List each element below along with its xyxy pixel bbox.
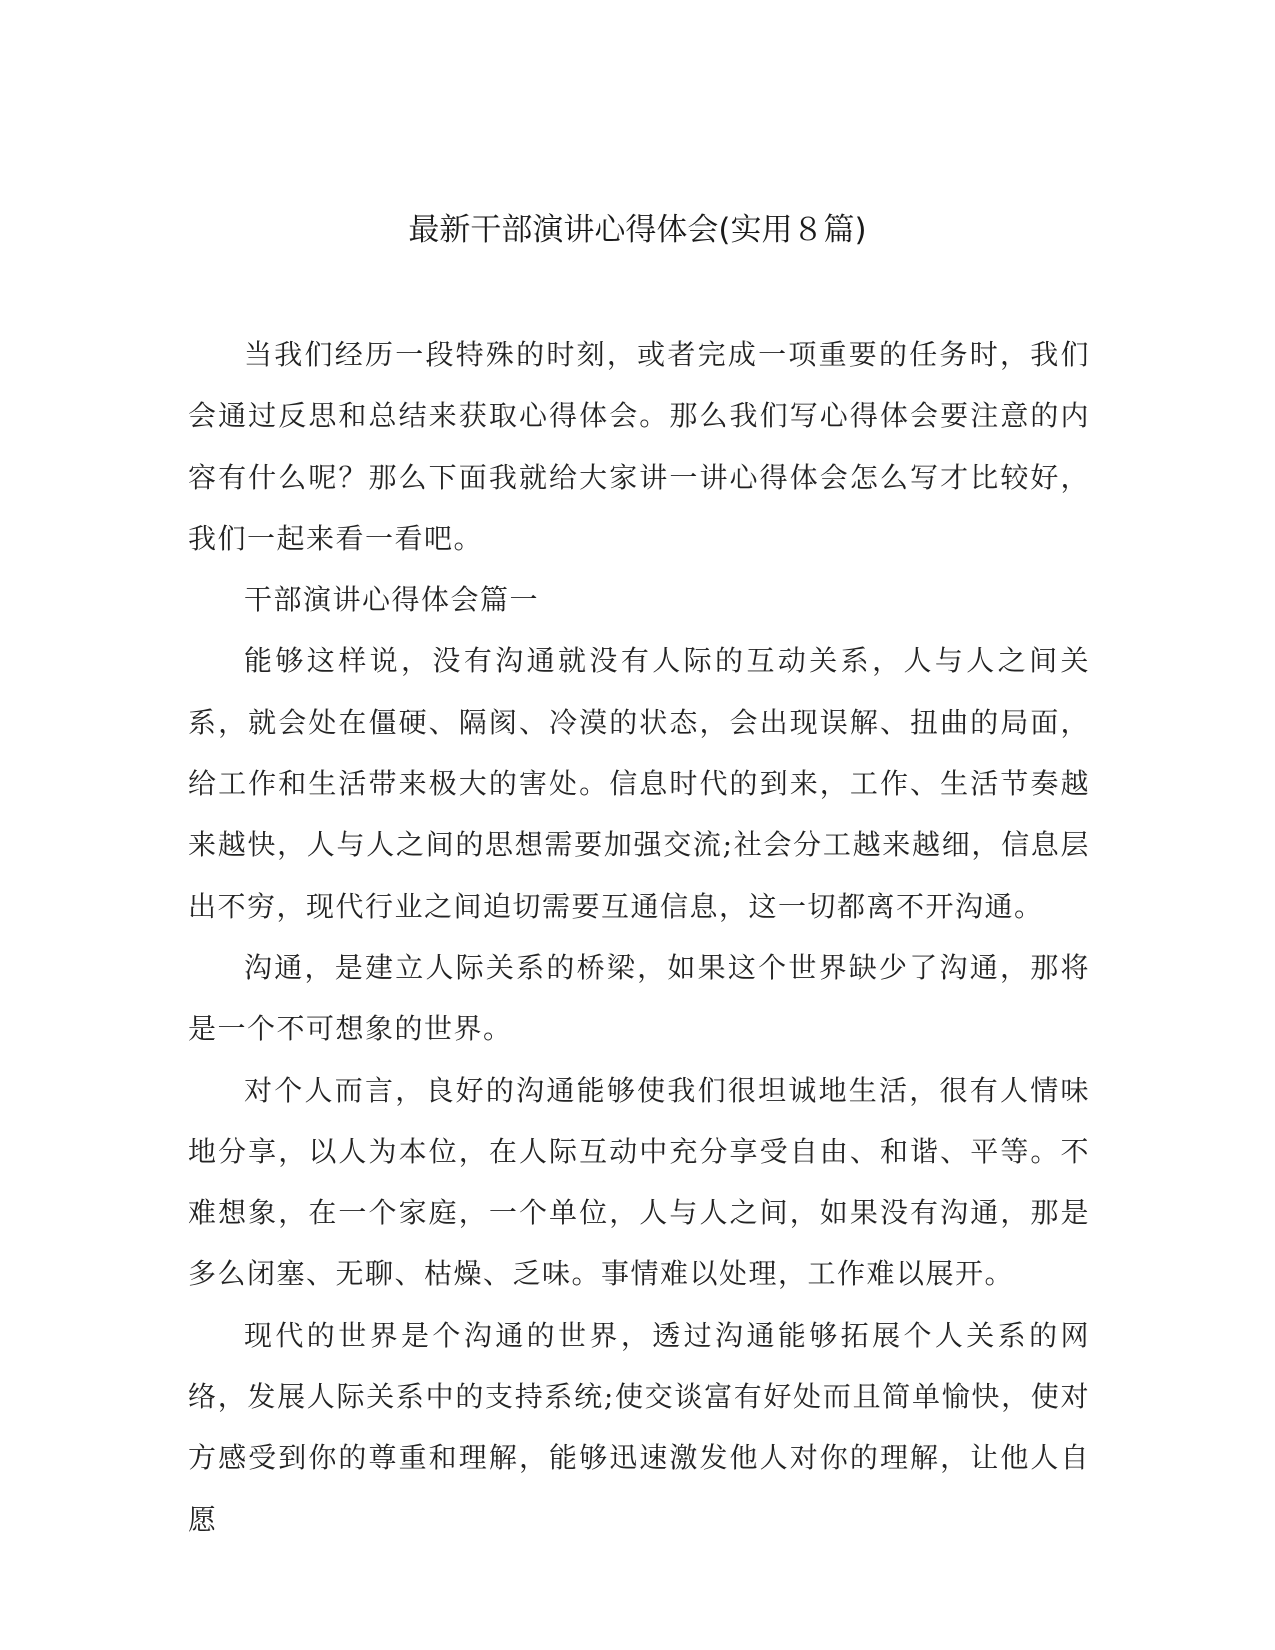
paragraph: 对个人而言，良好的沟通能够使我们很坦诚地生活，很有人情味地分享，以人为本位，在人际互动中充分享受自由、和谐、平等。不难想象，在一个家庭，一个单位，人与人之间，如果没有沟通，那是多么闭塞、无聊、枯燥、乏味。事情难以处理，工作难以展开。 [188, 1073, 1090, 1291]
paragraph-intro: 当我们经历一段特殊的时刻，或者完成一项重要的任务时，我们会通过反思和总结来获取心得体会。那么我们写心得体会要注意的内容有什么呢？那么下面我就给大家讲一讲心得体会怎么写才比较好，我们一起来看一看吧。 [188, 338, 1090, 555]
section-heading: 干部演讲心得体会篇一 [244, 583, 540, 617]
document-title: 最新干部演讲心得体会(实用８篇) [408, 212, 867, 248]
paragraph: 现代的世界是个沟通的世界，透过沟通能够拓展个人关系的网络，发展人际关系中的支持系统;使交谈富有好处而且简单愉快，使对方感受到你的尊重和理解，能够迅速激发他人对你的理解，让他人自愿 [188, 1318, 1090, 1536]
paragraph: 沟通，是建立人际关系的桥梁，如果这个世界缺少了沟通，那将是一个不可想象的世界。 [188, 950, 1090, 1046]
document-body [188, 324, 1090, 1550]
paragraph: 能够这样说，没有沟通就没有人际的互动关系，人与人之间关系，就会处在僵硬、隔阂、冷漠的状态，会出现误解、扭曲的局面，给工作和生活带来极大的害处。信息时代的到来，工作、生活节奏越来越快，人与人之间的思想需要加强交流;社会分工越来越细，信息层出不穷，现代行业之间迫切需要互通信息，这一切都离不开沟通。 [188, 644, 1090, 923]
